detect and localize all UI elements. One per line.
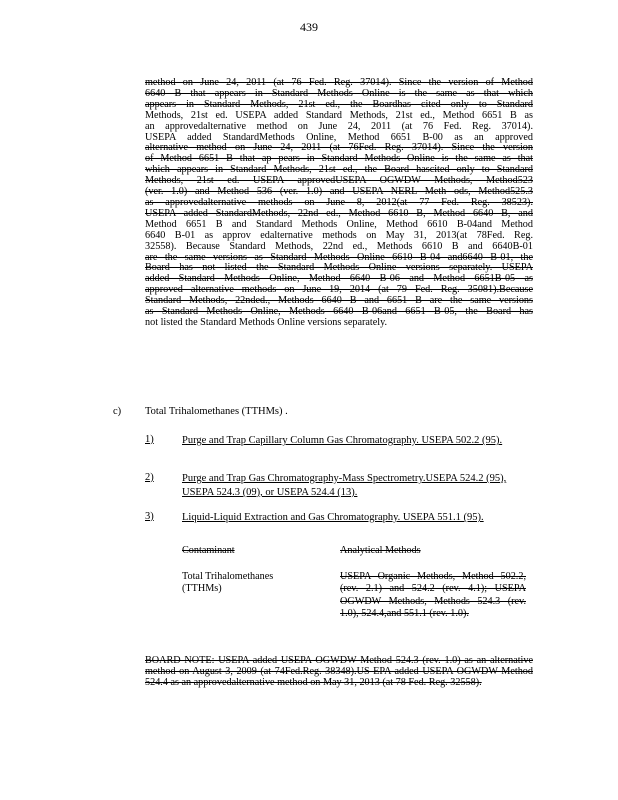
history-line: alternative method on June 24, 2011 (at 76Fed. Reg. 37014). Since the version <box>145 142 533 154</box>
history-line: (ver. 1.0) and Method 536 (ver. 1.0) and USEPA NERL Meth ods, Method525.3 <box>145 186 533 198</box>
section-title: Total Trihalomethanes (TTHMs) . <box>145 406 288 417</box>
history-line: of Method 6651 B that ap pears in Standard Methods Online is the same as that <box>145 153 533 165</box>
item-text-2: Purge and Trap Gas Chromatography-Mass Spectrometry.USEPA 524.2 (95), USEPA 524.3 (09), or USEPA 524.4 (13). <box>182 473 507 498</box>
history-line: not listed the Standard Methods Online versions separately. <box>145 316 388 328</box>
history-line: Standard Methods, 22nded., Methods 6640 B and 6651 B are the same versions <box>145 295 533 307</box>
history-line: Method 6651 B and Standard Methods Online, Method 6610 B-04and Method <box>145 218 533 230</box>
table-cell-contaminant: Total Trihalomethanes (TTHMs) <box>182 571 274 595</box>
history-line: method on June 24, 2011 (at 76 Fed. Reg. 37014). Since the version of Method <box>145 77 533 88</box>
history-line: Methods, 21st ed. USEPA approvedUSEPA OGWDW Methods, Method523 <box>145 175 533 187</box>
item-text-1: Purge and Trap Capillary Column Gas Chromatography. USEPA 502.2 (95). <box>182 435 503 446</box>
history-line: USEPA added StandardMethods, 22nd ed., Method 6610 B, Method 6640 B, and <box>145 207 533 219</box>
history-line: USEPA added StandardMethods Online, Method 6651 B-00 as an approved <box>145 131 533 143</box>
history-line: 32558). Because Standard Methods, 22nd ed., Methods 6610 B and 6640B-01 <box>145 240 533 252</box>
table-header-methods: Analytical Methods <box>340 545 421 556</box>
history-line: Board has not listed the Standard Methods Online versions separately. USEPA <box>145 262 533 274</box>
history-line: which appears in Standard Methods, 21st ed., the Board hascited only to Standard <box>145 164 533 176</box>
history-line: Methods, 21st ed. USEPA added Standard Methods, 21st ed., Method 6651 B as <box>145 109 533 121</box>
history-line: 6640 B-01 as approv edalternative methods on May 31, 2013(at 78Fed. Reg. <box>145 229 533 241</box>
item-text-3: Liquid-Liquid Extraction and Gas Chromatography. USEPA 551.1 (95). <box>182 512 484 523</box>
history-line: an approvedalternative method on June 24, 2011 (at 76 Fed. Reg. 37014). <box>145 120 533 132</box>
page-number: 439 <box>300 20 318 34</box>
history-line: as Standard Methods Online, Methods 6640 B-06and 6651 B-05, the Board has <box>145 306 533 318</box>
item-number-1: 1) <box>145 434 154 445</box>
item-number-3: 3) <box>145 511 154 522</box>
history-paragraph <box>145 78 533 329</box>
history-line: as approvedalternative methods on June 8, 2012(at 77 Fed. Reg. 38523). <box>145 196 533 208</box>
history-line: 6640 B that appears in Standard Methods Online is the same as that which <box>145 87 533 99</box>
history-line: appears in Standard Methods, 21st ed., the Boardhas cited only to Standard <box>145 98 533 110</box>
item-number-2: 2) <box>145 472 154 483</box>
table-header-contaminant: Contaminant <box>182 545 235 556</box>
board-note: BOARD NOTE: USEPA added USEPA OGWDW Method 524.3 (rev. 1.0) as an alternative method on August 3, 2009 (at 74Fed.Reg. 38348).US EPA added USEPA OGWDW Method 524.4 as an approvedalternative method on May 31, 2013 (at 78 Fed. Reg. 32558). <box>145 655 533 688</box>
history-line: added Standard Methods Online, Method 6640 B-06 and Method 6651B-05 as <box>145 273 533 285</box>
table-cell-methods: USEPA Organic Methods, Method 502.2, (rev. 2.1) and 524.2 (rev. 4.1); USEPA OGWDW Methods, Methods 524.3 (rev. 1.0), 524.4,and 551.1 (rev. 1.0). <box>340 571 526 620</box>
history-line: approved alternative methods on June 19, 2014 (at 79 Fed. Reg. 35081).Because <box>145 284 533 296</box>
history-line: are the same versions as Standard Methods Online 6610 B-04 and6640 B-01, the <box>145 251 533 263</box>
section-label: c) <box>113 406 122 417</box>
